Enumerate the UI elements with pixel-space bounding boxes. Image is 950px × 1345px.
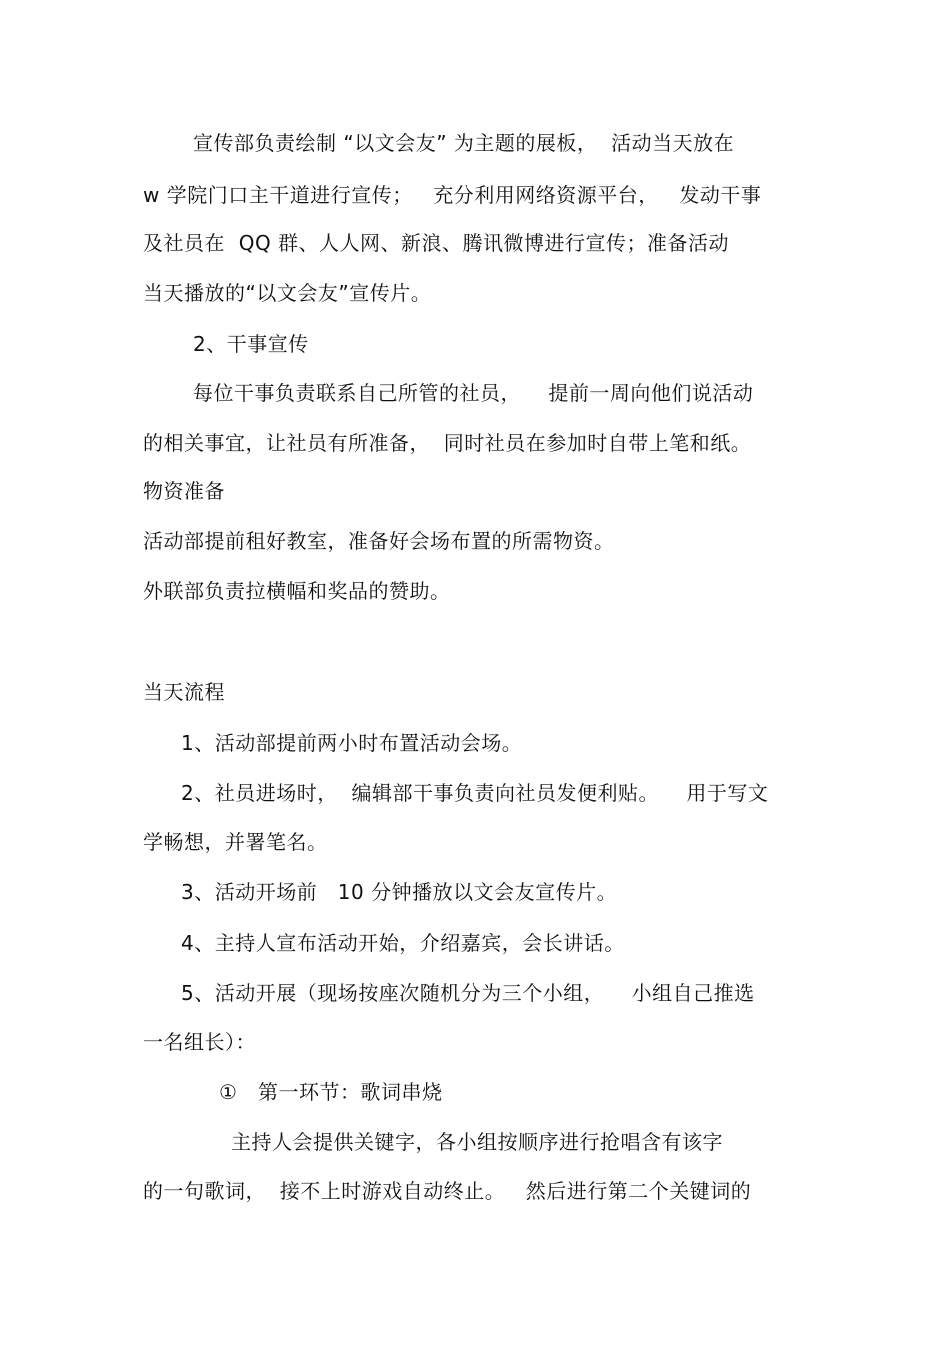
paragraph-line: 外联部负责拉横幅和奖品的赞助。	[143, 579, 451, 603]
list-item: 5、活动开展（现场按座次随机分为三个小组， 小组自己推选	[181, 981, 755, 1005]
paragraph-line: 的相关事宜，让社员有所准备， 同时社员在参加时自带上笔和纸。	[143, 431, 752, 455]
list-item: 3、活动开场前 10 分钟播放以文会友宣传片。	[181, 880, 618, 904]
section-heading: 当天流程	[143, 680, 225, 704]
section-heading: 2、干事宣传	[193, 332, 309, 356]
section-heading: 物资准备	[143, 479, 225, 503]
paragraph-line: 及社员在 QQ 群、人人网、新浪、腾讯微博进行宣传；准备活动	[143, 231, 730, 255]
paragraph-line: w 学院门口主干道进行宣传； 充分利用网络资源平台， 发动干事	[143, 183, 762, 207]
paragraph-line: 宣传部负责绘制 “以文会友” 为主题的展板， 活动当天放在	[193, 131, 735, 155]
paragraph-line: 活动部提前租好教室，准备好会场布置的所需物资。	[143, 529, 615, 553]
paragraph-line: 的一句歌词， 接不上时游戏自动终止。 然后进行第二个关键词的	[143, 1179, 752, 1203]
list-item: 2、社员进场时， 编辑部干事负责向社员发便利贴。 用于写文	[181, 781, 769, 805]
list-item: 4、主持人宣布活动开始，介绍嘉宾，会长讲话。	[181, 931, 625, 955]
paragraph-line: 学畅想，并署笔名。	[143, 830, 328, 854]
list-item: 1、活动部提前两小时布置活动会场。	[181, 731, 523, 755]
paragraph-line: 每位干事负责联系自己所管的社员， 提前一周向他们说活动	[193, 381, 754, 405]
paragraph-line: 主持人会提供关键字，各小组按顺序进行抢唱含有该字	[231, 1130, 723, 1154]
paragraph-line: 当天播放的“以文会友”宣传片。	[143, 281, 432, 305]
paragraph-line: 一名组长）：	[143, 1030, 256, 1054]
sub-heading: ① 第一环节：歌词串烧	[219, 1080, 443, 1104]
